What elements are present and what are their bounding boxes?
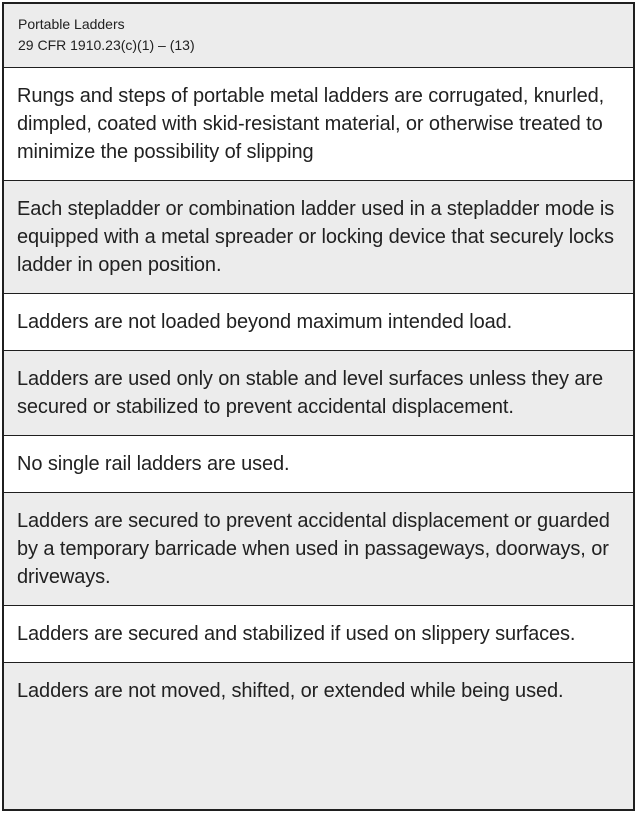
portable-ladders-checklist-table xyxy=(2,2,635,811)
regulation-reference: 29 CFR 1910.23(c)(1) – (13) xyxy=(18,37,195,53)
table-row: Ladders are not moved, shifted, or extended while being used. xyxy=(4,663,633,809)
table-header xyxy=(4,4,633,68)
table-row: Rungs and steps of portable metal ladders are corrugated, knurled, dimpled, coated with skid-resistant material, or otherwise treated to minimize the possibility of slipping xyxy=(4,68,633,181)
table-row: Ladders are not loaded beyond maximum intended load. xyxy=(4,294,633,351)
table-title: Portable Ladders xyxy=(18,16,125,32)
table-row: No single rail ladders are used. xyxy=(4,436,633,493)
table-row: Ladders are secured and stabilized if used on slippery surfaces. xyxy=(4,606,633,663)
table-row: Ladders are used only on stable and level surfaces unless they are secured or stabilized to prevent accidental displacement. xyxy=(4,351,633,436)
table-row: Each stepladder or combination ladder used in a stepladder mode is equipped with a metal spreader or locking device that securely locks ladder in open position. xyxy=(4,181,633,294)
table-row: Ladders are secured to prevent accidental displacement or guarded by a temporary barricade when used in passageways, doorways, or driveways. xyxy=(4,493,633,606)
